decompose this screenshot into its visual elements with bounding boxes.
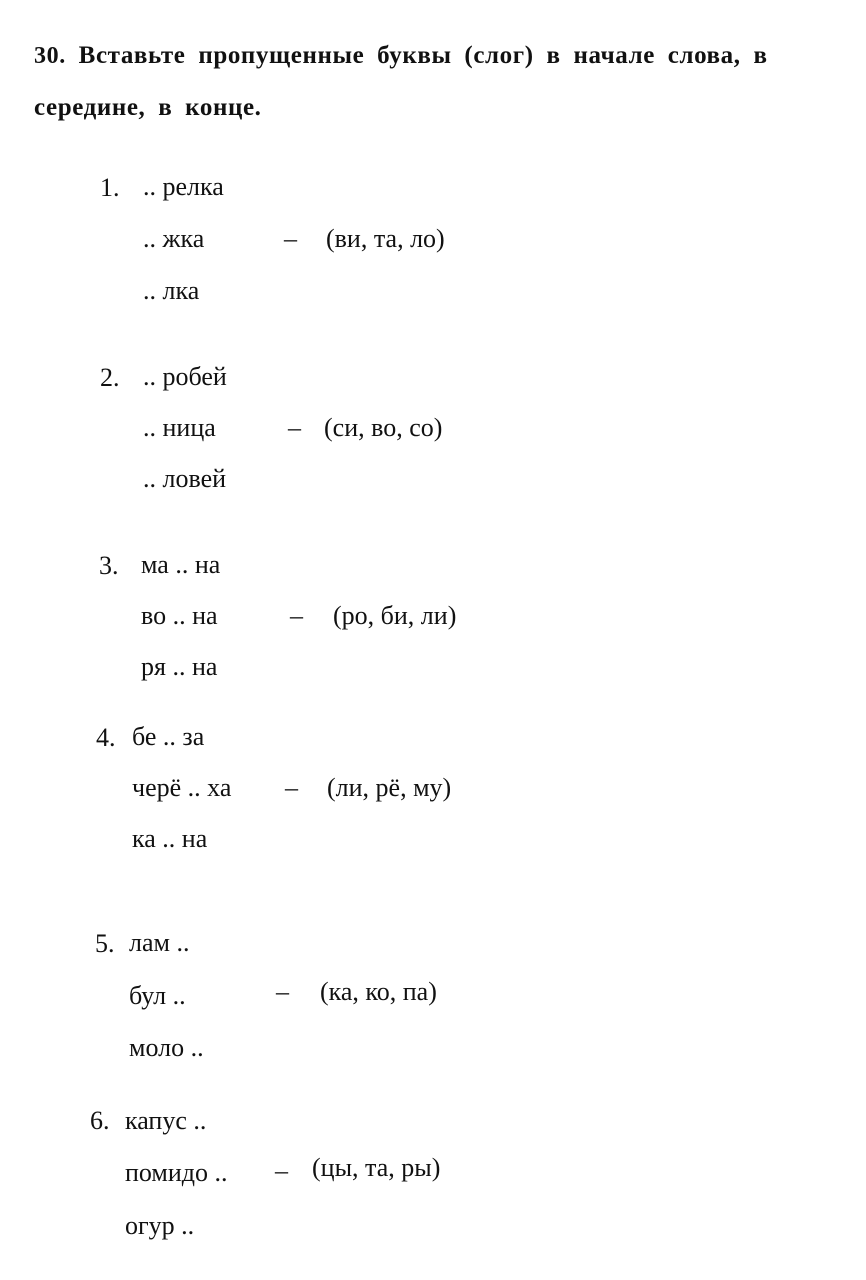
exercise-dash: – bbox=[290, 601, 303, 630]
exercise-options: (си, во, со) bbox=[324, 413, 443, 442]
exercise-word: .. ловей bbox=[143, 464, 227, 493]
exercise-word: ка .. на bbox=[132, 824, 208, 853]
exercise-word: .. лка bbox=[143, 276, 200, 305]
exercise-word: ма .. на bbox=[141, 550, 221, 579]
exercise-number: 3. bbox=[99, 551, 119, 580]
exercise-word: моло .. bbox=[129, 1033, 204, 1062]
exercise-item-4 bbox=[0, 720, 866, 890]
exercise-item-3 bbox=[0, 548, 866, 718]
exercise-heading bbox=[34, 30, 824, 134]
exercise-word: во .. на bbox=[141, 601, 218, 630]
heading-number: 30. bbox=[34, 43, 66, 69]
exercise-word: капус .. bbox=[125, 1106, 207, 1135]
exercise-word: .. релка bbox=[143, 172, 224, 201]
exercise-dash: – bbox=[276, 977, 289, 1006]
exercise-number: 4. bbox=[96, 723, 116, 752]
exercise-options: (ви, та, ло) bbox=[326, 224, 445, 253]
exercise-item-6 bbox=[0, 1103, 866, 1273]
exercise-options: (ли, рё, му) bbox=[327, 773, 452, 802]
exercise-word: огур .. bbox=[125, 1211, 195, 1240]
exercise-word: .. ница bbox=[143, 413, 216, 442]
exercise-word: .. робей bbox=[143, 362, 227, 391]
exercise-word: лам .. bbox=[129, 928, 190, 957]
exercise-dash: – bbox=[275, 1156, 288, 1185]
exercise-item-5 bbox=[0, 926, 866, 1096]
exercise-dash: – bbox=[285, 773, 298, 802]
exercise-word: бул .. bbox=[129, 981, 186, 1010]
exercise-word: помидо .. bbox=[125, 1158, 228, 1187]
exercise-word: черё .. ха bbox=[132, 773, 232, 802]
exercise-number: 6. bbox=[90, 1106, 110, 1135]
exercise-dash: – bbox=[284, 224, 297, 253]
exercise-word: бе .. за bbox=[132, 722, 205, 751]
exercise-word: ря .. на bbox=[141, 652, 218, 681]
exercise-options: (цы, та, ры) bbox=[312, 1153, 441, 1182]
exercise-dash: – bbox=[288, 413, 301, 442]
exercise-options: (ка, ко, па) bbox=[320, 977, 437, 1006]
exercise-word: .. жка bbox=[143, 224, 205, 253]
exercise-options: (ро, би, ли) bbox=[333, 601, 457, 630]
exercise-number: 1. bbox=[100, 173, 120, 202]
exercise-number: 5. bbox=[95, 929, 115, 958]
heading-text: Вставьте пропущенные буквы (слог) в начале слова, в середине, в конце. bbox=[34, 42, 768, 121]
exercise-item-1 bbox=[0, 170, 866, 340]
exercise-item-2 bbox=[0, 360, 866, 530]
exercise-number: 2. bbox=[100, 363, 120, 392]
